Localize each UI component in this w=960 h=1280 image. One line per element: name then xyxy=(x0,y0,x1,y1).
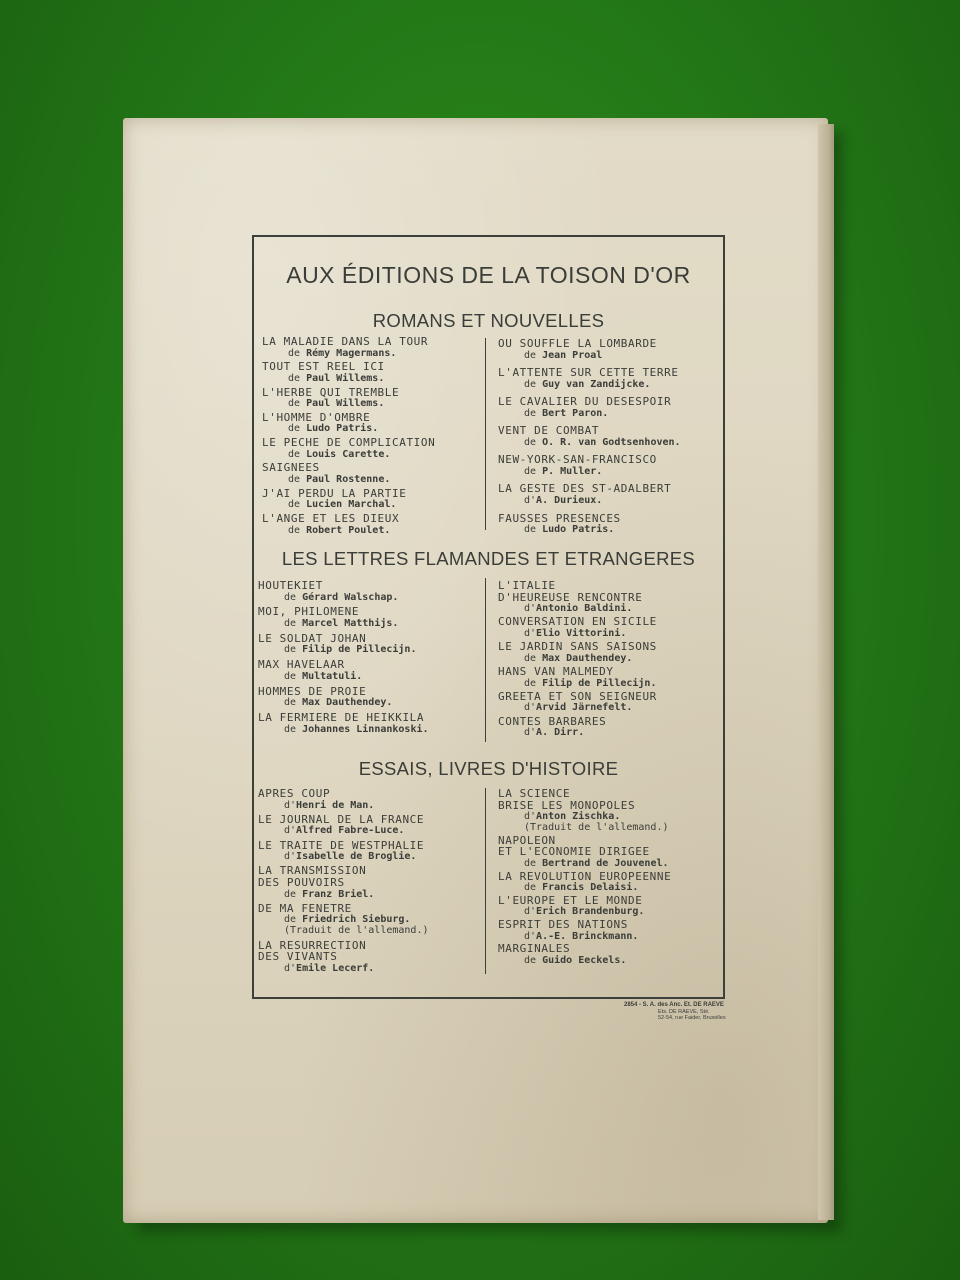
author-prefix: de xyxy=(524,677,537,689)
romans-right-column xyxy=(498,338,681,542)
book-title: LA FERMIERE DE HEIKKILA xyxy=(258,710,425,724)
book-title: LA RESURRECTION xyxy=(258,938,367,952)
author-name: Bertrand de Jouvenel. xyxy=(542,857,669,869)
book-author-line xyxy=(498,628,657,639)
book-title: LE JARDIN SANS SAISONS xyxy=(498,640,657,654)
author-name: Erich Brandenburg. xyxy=(536,906,645,918)
author-name: Friedrich Sieburg. xyxy=(302,914,411,926)
author-prefix: de xyxy=(288,474,301,485)
book-title: GREETA ET SON SEIGNEUR xyxy=(498,689,657,703)
author-name: Ludo Patris. xyxy=(306,423,379,435)
author-prefix: d' xyxy=(284,851,297,863)
author-prefix: d' xyxy=(284,962,297,974)
author-name: Arvid Järnefelt. xyxy=(536,702,633,714)
book-entry xyxy=(258,865,429,899)
author-prefix: d' xyxy=(524,603,537,615)
book-title: L'ANGE ET LES DIEUX xyxy=(262,511,400,525)
book-title-continued: DES POUVOIRS xyxy=(258,875,345,889)
book-author-line xyxy=(498,437,681,448)
book-author-line xyxy=(258,671,429,682)
author-prefix: d' xyxy=(524,495,537,507)
author-name: Bert Paron. xyxy=(542,407,609,419)
book-author-line xyxy=(262,348,435,359)
book-entry xyxy=(262,361,435,384)
book-author-line xyxy=(258,914,429,925)
column-divider xyxy=(485,338,486,530)
book-title: LA REVOLUTION EUROPEENNE xyxy=(498,869,672,883)
author-prefix: de xyxy=(288,347,301,359)
column-divider xyxy=(485,578,486,742)
author-name: Guy van Zandijcke. xyxy=(542,378,651,390)
book-title: L'EUROPE ET LE MONDE xyxy=(498,893,643,907)
book-entry xyxy=(258,814,429,837)
author-prefix: de xyxy=(524,954,537,966)
book-author-line xyxy=(258,592,429,603)
author-name: Lucien Marchal. xyxy=(306,499,397,511)
book-author-line xyxy=(258,644,429,655)
book-entry xyxy=(498,513,681,536)
author-prefix: d' xyxy=(524,811,537,823)
book-title-continued: ET L'ECONOMIE DIRIGEE xyxy=(498,845,650,859)
book-title: NAPOLEON xyxy=(498,833,556,847)
author-prefix: d' xyxy=(524,930,537,942)
book-author-line xyxy=(498,858,671,869)
book-author-line xyxy=(262,499,435,510)
author-name: Franz Briel. xyxy=(302,888,375,900)
author-name: Isabelle de Broglie. xyxy=(296,851,417,863)
book-entry xyxy=(262,336,435,359)
author-prefix: de xyxy=(284,914,297,926)
book-title: L'HERBE QUI TREMBLE xyxy=(262,385,400,399)
author-prefix: de xyxy=(288,398,301,410)
author-prefix: de xyxy=(288,524,301,536)
book-title: CONTES BARBARES xyxy=(498,714,607,728)
book-title: LA GESTE DES ST-ADALBERT xyxy=(498,482,672,496)
book-author-line xyxy=(498,466,681,477)
section-title-lettres: LES LETTRES FLAMANDES ET ETRANGERES xyxy=(281,548,696,569)
romans-left-column xyxy=(262,336,435,538)
book-author-line xyxy=(262,373,435,384)
book-entry xyxy=(498,580,657,614)
book-title: LE JOURNAL DE LA FRANCE xyxy=(258,812,425,826)
book-title: VENT DE COMBAT xyxy=(498,424,600,438)
book-author-line xyxy=(498,811,671,822)
book-author-line xyxy=(498,653,657,664)
book-entry xyxy=(258,712,429,735)
book-author-line xyxy=(498,350,681,361)
author-prefix: d' xyxy=(284,825,297,837)
author-name: Rémy Magermans. xyxy=(306,347,397,359)
book-entry xyxy=(258,580,429,603)
author-prefix: de xyxy=(524,349,537,361)
book-entry xyxy=(262,412,435,435)
book-title: LE PECHE DE COMPLICATION xyxy=(262,436,436,450)
author-prefix: d' xyxy=(524,727,537,739)
author-name: Marcel Matthijs. xyxy=(302,617,399,629)
book-title: HANS VAN MALMEDY xyxy=(498,664,614,678)
essais-right-column xyxy=(498,788,671,967)
book-title-continued: DES VIVANTS xyxy=(258,950,338,964)
author-name: Robert Poulet. xyxy=(306,524,391,536)
book-entry xyxy=(498,396,681,419)
column-divider xyxy=(485,788,486,974)
author-name: Anton Zischka. xyxy=(536,811,621,823)
publisher-heading: AUX ÉDITIONS DE LA TOISON D'OR xyxy=(286,262,691,288)
book-title: LE CAVALIER DU DESESPOIR xyxy=(498,395,672,409)
book-author-line xyxy=(262,423,435,434)
book-entry xyxy=(262,513,435,536)
book-title: CONVERSATION EN SICILE xyxy=(498,615,657,629)
book-entry xyxy=(258,686,429,709)
section-title-essais: ESSAIS, LIVRES D'HISTOIRE xyxy=(358,758,619,779)
author-prefix: d' xyxy=(524,702,537,714)
author-name: Jean Proal xyxy=(542,349,603,361)
author-prefix: de xyxy=(284,591,297,603)
author-prefix: de xyxy=(288,423,301,435)
book-title-continued: D'HEUREUSE RENCONTRE xyxy=(498,590,643,604)
author-prefix: de xyxy=(524,465,537,477)
author-prefix: d' xyxy=(524,906,537,918)
book-author-line xyxy=(498,678,657,689)
book-title: MOI, PHILOMENE xyxy=(258,605,360,619)
book-entry xyxy=(498,943,671,966)
author-prefix: de xyxy=(524,524,537,536)
translation-note: (Traduit de l'allemand.) xyxy=(284,925,429,937)
book-entry xyxy=(498,716,657,739)
author-prefix: de xyxy=(288,372,301,384)
book-title: HOUTEKIET xyxy=(258,579,324,592)
book-title: LA SCIENCE xyxy=(498,787,571,800)
author-name: Emile Lecerf. xyxy=(296,962,375,974)
book-author-line xyxy=(498,495,681,506)
book-author-line xyxy=(262,525,435,536)
section-title-romans: ROMANS ET NOUVELLES xyxy=(372,310,605,331)
author-name: Filip de Pillecijn. xyxy=(302,644,417,656)
printer-line-1: 2854 - S. A. des Anc. Et. DE RAEVE xyxy=(624,1002,724,1008)
book-author-line xyxy=(498,524,681,535)
book-entry xyxy=(258,840,429,863)
book-author-line xyxy=(262,474,435,485)
author-name: O. R. van Godtsenhoven. xyxy=(542,436,681,448)
book-entry xyxy=(258,659,429,682)
book-title: LE TRAITE DE WESTPHALIE xyxy=(258,838,425,852)
author-prefix: de xyxy=(284,723,297,735)
book-author-line xyxy=(258,851,429,862)
book-spine-edge xyxy=(818,124,834,1220)
printer-line-2: Ets. DE RAEVE, Sté. xyxy=(658,1008,710,1015)
book-title: LA TRANSMISSION xyxy=(258,864,367,878)
book-entry xyxy=(498,919,671,942)
book-entry xyxy=(262,437,435,460)
author-name: Max Dauthendey. xyxy=(302,697,393,709)
author-name: Guido Eeckels. xyxy=(542,954,627,966)
book-author-line xyxy=(258,825,429,836)
book-author-line xyxy=(498,603,657,614)
book-author-line xyxy=(258,963,429,974)
translation-note: (Traduit de l'allemand.) xyxy=(524,822,669,834)
book-author-line xyxy=(258,697,429,708)
book-entry xyxy=(498,616,657,639)
book-entry xyxy=(258,903,429,937)
author-prefix: de xyxy=(284,670,297,682)
book-title-continued: BRISE LES MONOPOLES xyxy=(498,798,636,812)
book-title: TOUT EST REEL ICI xyxy=(262,360,385,374)
book-entry xyxy=(498,835,671,869)
book-title: DE MA FENETRE xyxy=(258,901,352,915)
author-name: Paul Willems. xyxy=(306,398,385,410)
author-prefix: de xyxy=(524,857,537,869)
book-entry xyxy=(498,454,681,477)
book-entry xyxy=(262,387,435,410)
book-entry xyxy=(262,488,435,511)
book-author-line xyxy=(258,889,429,900)
author-name: Alfred Fabre-Luce. xyxy=(296,825,405,837)
author-name: Henri de Man. xyxy=(296,799,375,811)
essais-left-column xyxy=(258,788,429,977)
author-name: A. Durieux. xyxy=(536,495,603,507)
author-prefix: de xyxy=(524,436,537,448)
book-author-line xyxy=(498,408,681,419)
book-entry xyxy=(498,367,681,390)
book-entry xyxy=(498,641,657,664)
book-author-line xyxy=(258,618,429,629)
book-entry xyxy=(258,940,429,974)
author-prefix: de xyxy=(288,448,301,460)
author-name: Francis Delaisi. xyxy=(542,882,639,894)
book-entry xyxy=(498,895,671,918)
author-prefix: de xyxy=(284,697,297,709)
author-name: A. Dirr. xyxy=(536,727,585,739)
book-entry xyxy=(498,425,681,448)
author-prefix: de xyxy=(288,499,301,511)
book-title: MARGINALES xyxy=(498,942,571,956)
book-entry xyxy=(498,666,657,689)
book-entry xyxy=(498,691,657,714)
author-name: Louis Carette. xyxy=(306,448,391,460)
book-title: LA MALADIE DANS LA TOUR xyxy=(262,335,429,348)
book-title: L'ATTENTE SUR CETTE TERRE xyxy=(498,366,679,380)
author-prefix: de xyxy=(524,652,537,664)
printer-line-3: 52-54, rue Faider, Bruxelles xyxy=(658,1015,726,1021)
book-title: SAIGNEES xyxy=(262,461,320,475)
book-title: FAUSSES PRESENCES xyxy=(498,511,621,525)
author-prefix: d' xyxy=(524,627,537,639)
book-entry xyxy=(258,633,429,656)
author-name: A.-E. Brinckmann. xyxy=(536,930,639,942)
book-title: APRES COUP xyxy=(258,787,331,800)
book-entry xyxy=(498,483,681,506)
book-title: ESPRIT DES NATIONS xyxy=(498,917,629,931)
book-author-line xyxy=(498,906,671,917)
book-title: NEW-YORK-SAN-FRANCISCO xyxy=(498,453,657,467)
book-author-line xyxy=(258,724,429,735)
book-entry xyxy=(498,871,671,894)
author-prefix: de xyxy=(524,882,537,894)
author-name: Filip de Pillecijn. xyxy=(542,677,657,689)
author-prefix: de xyxy=(524,407,537,419)
book-author-line xyxy=(498,955,671,966)
author-name: Max Dauthendey. xyxy=(542,652,633,664)
book-author-line xyxy=(262,398,435,409)
author-name: Elio Vittorini. xyxy=(536,627,627,639)
author-prefix: de xyxy=(284,617,297,629)
book-entry xyxy=(498,788,671,833)
printer-imprint xyxy=(624,1002,744,1022)
book-title: HOMMES DE PROIE xyxy=(258,684,367,698)
book-author-line xyxy=(498,379,681,390)
book-entry xyxy=(262,462,435,485)
lettres-left-column xyxy=(258,580,429,738)
book-entry xyxy=(258,788,429,811)
book-author-line xyxy=(498,702,657,713)
book-title: J'AI PERDU LA PARTIE xyxy=(262,486,407,500)
author-name: Multatuli. xyxy=(302,670,363,682)
author-prefix: de xyxy=(284,888,297,900)
book-entry xyxy=(258,606,429,629)
lettres-right-column xyxy=(498,580,657,740)
book-author-line xyxy=(498,931,671,942)
author-name: Johannes Linnankoski. xyxy=(302,723,429,735)
author-name: Ludo Patris. xyxy=(542,524,615,536)
book-author-line xyxy=(262,449,435,460)
book-title: L'ITALIE xyxy=(498,579,556,592)
book-author-line xyxy=(498,882,671,893)
book-title: LE SOLDAT JOHAN xyxy=(258,631,367,645)
author-name: Gérard Walschap. xyxy=(302,591,399,603)
author-prefix: de xyxy=(524,378,537,390)
author-name: Antonio Baldini. xyxy=(536,603,633,615)
author-name: Paul Rostenne. xyxy=(306,474,391,485)
book-entry xyxy=(498,338,681,361)
author-prefix: d' xyxy=(284,799,297,811)
author-name: P. Muller. xyxy=(542,465,603,477)
book-title: L'HOMME D'OMBRE xyxy=(262,410,371,424)
author-name: Paul Willems. xyxy=(306,372,385,384)
book-title: MAX HAVELAAR xyxy=(258,658,345,672)
book-author-line xyxy=(498,727,657,738)
author-prefix: de xyxy=(284,644,297,656)
book-author-line xyxy=(258,800,429,811)
book-title: OU SOUFFLE LA LOMBARDE xyxy=(498,337,657,350)
